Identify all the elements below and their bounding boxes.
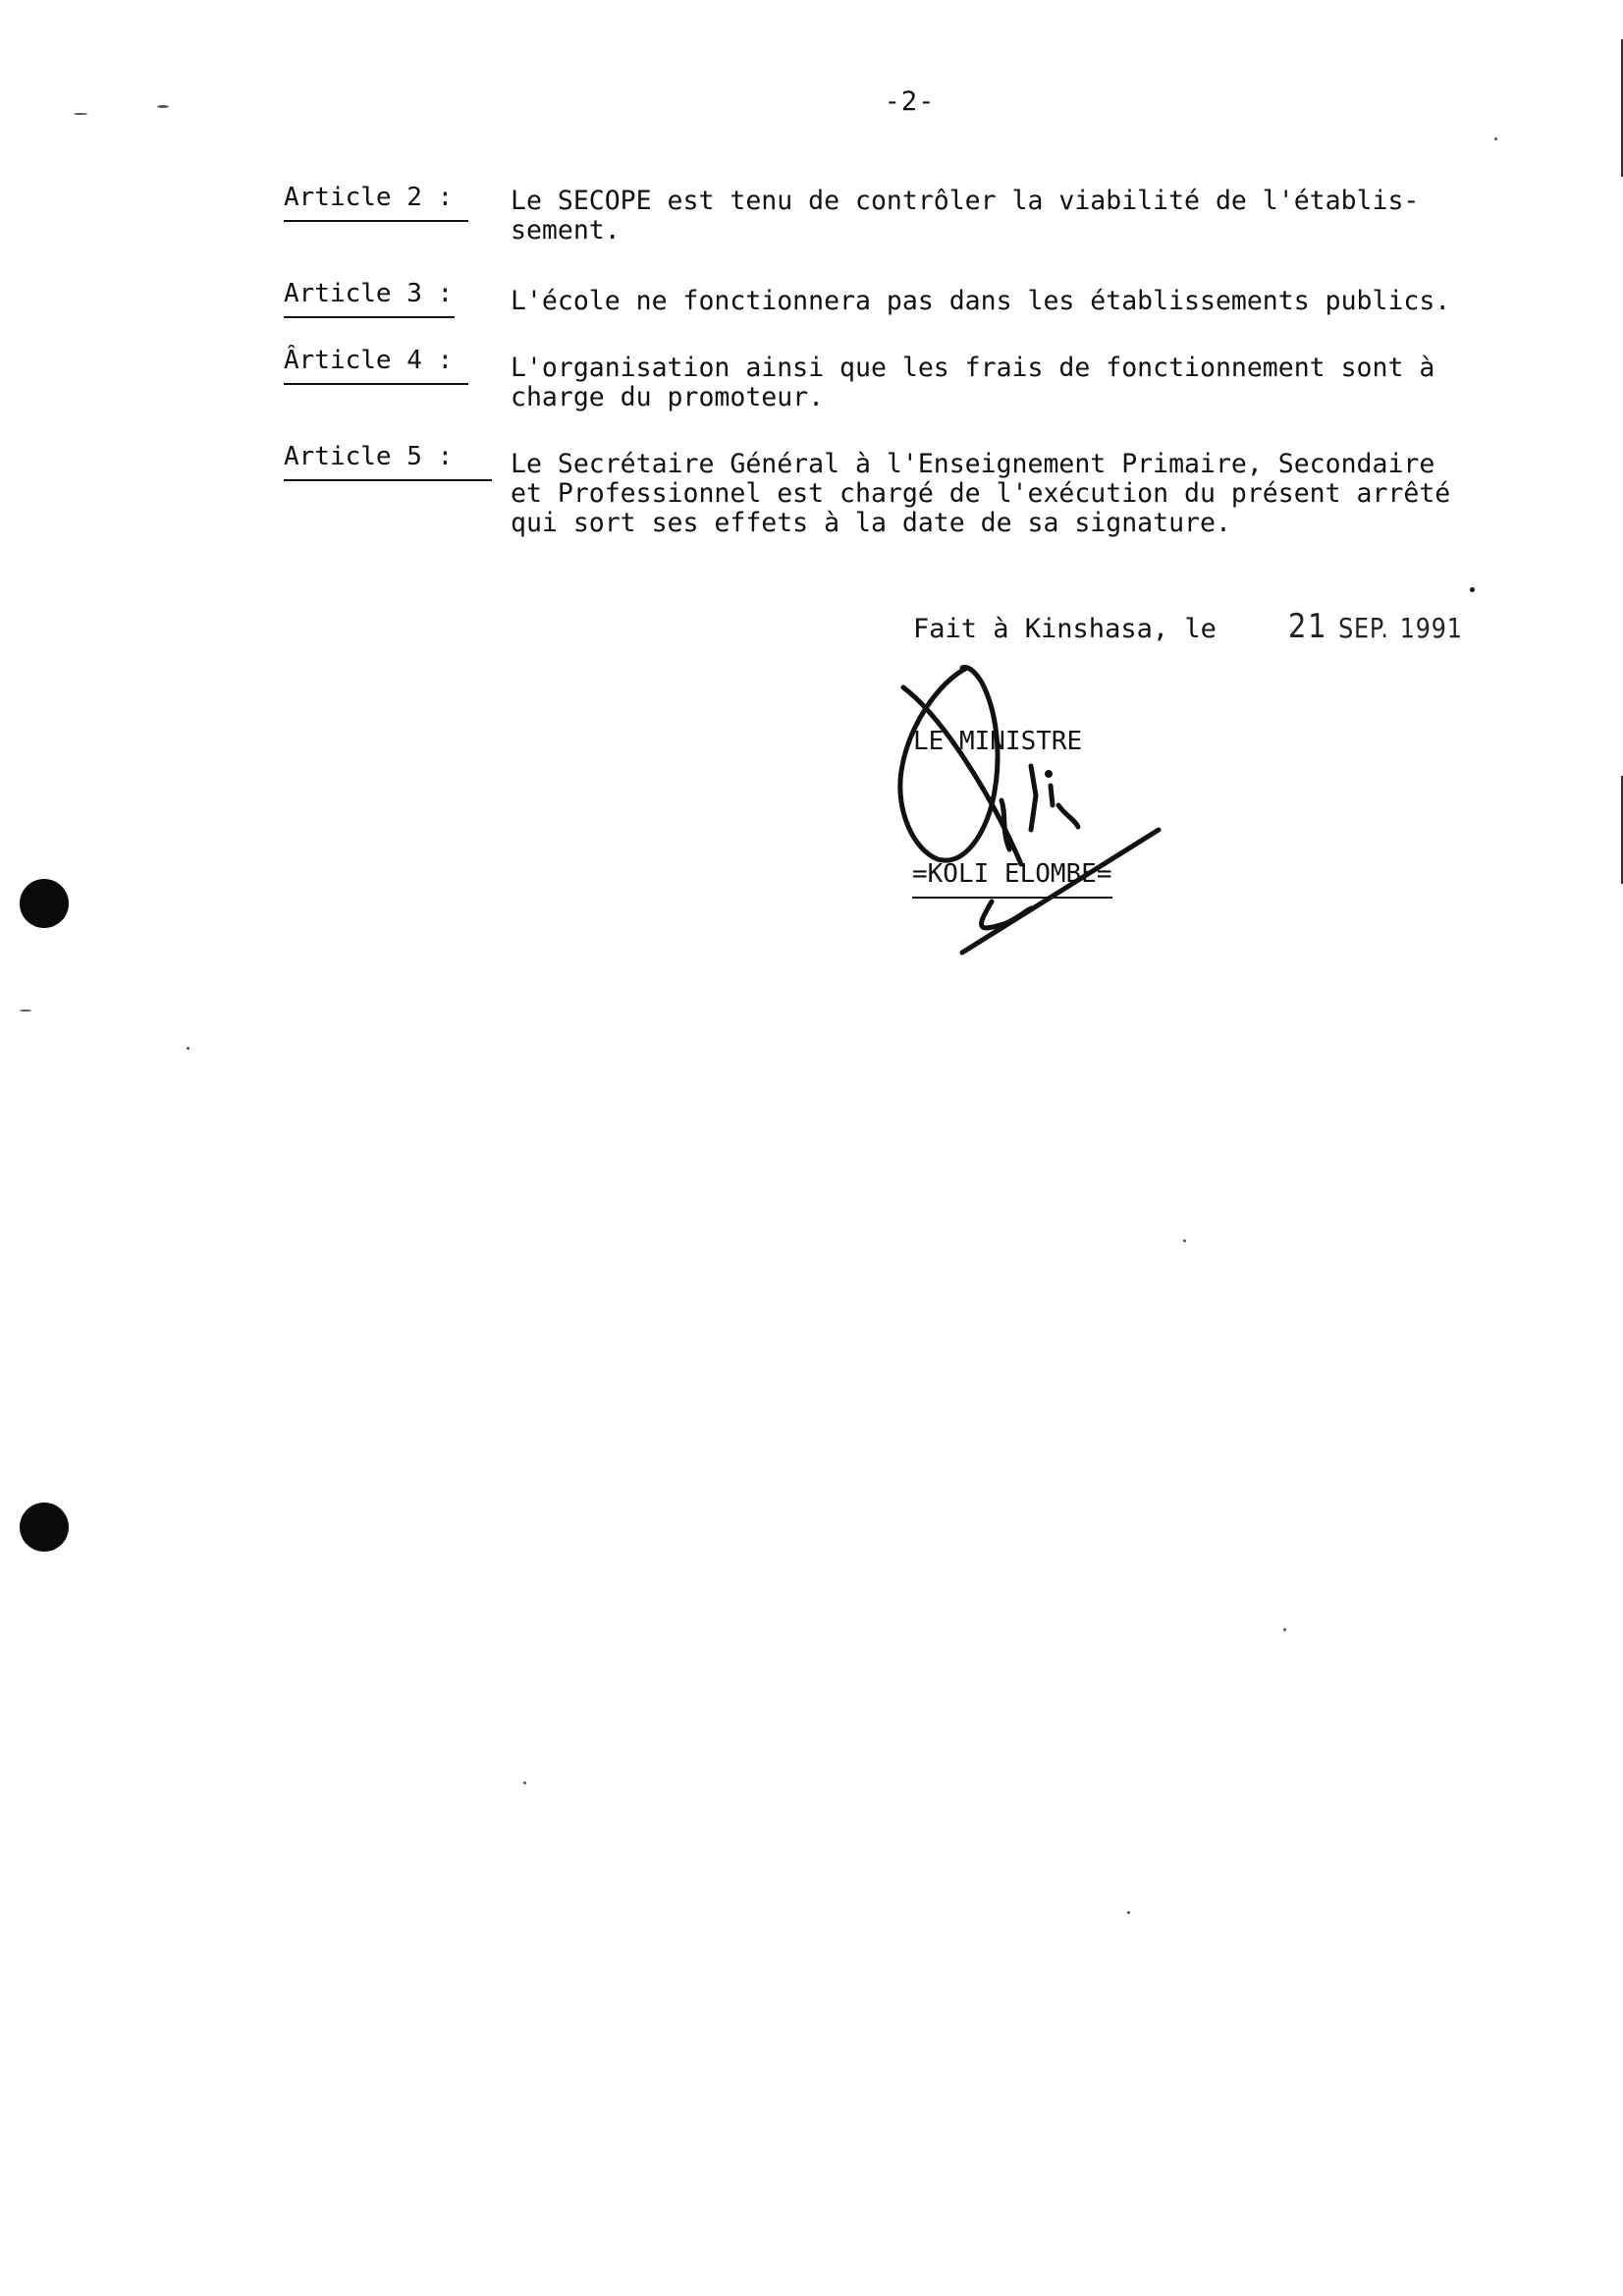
article-text: Le Secrétaire Général à l'Enseignement Primaire, Secondaire et Professionnel est chargé de l'exécution du présent arrêté qui sort ses effets à la date de sa signature. <box>511 449 1451 538</box>
date-stamp <box>1288 607 1463 646</box>
article-3 <box>284 279 1491 318</box>
article-label <box>284 346 510 385</box>
place-date-prefix: Fait à Kinshasa, le <box>913 614 1217 644</box>
article-2 <box>284 183 1491 246</box>
date-month: SEP. <box>1338 612 1389 644</box>
punch-hole <box>20 879 69 928</box>
article-label-text: Ârticle 4 : <box>284 346 468 385</box>
article-5 <box>284 442 1491 538</box>
article-label-text: Article 2 : <box>284 183 468 222</box>
article-text: L'organisation ainsi que les frais de fonctionnement sont à charge du promoteur. <box>511 353 1435 412</box>
article-label-text: Article 3 : <box>284 279 455 318</box>
article-label <box>284 279 510 318</box>
article-label <box>284 442 510 481</box>
article-4 <box>284 346 1491 412</box>
scan-speck <box>1494 137 1497 140</box>
article-label-text: Article 5 : <box>284 442 492 481</box>
scan-speck <box>523 1781 526 1784</box>
signatory-name: =KOLI ELOMBE= <box>912 859 1112 899</box>
article-text: Le SECOPE est tenu de contrôler la viabilité de l'établis- sement. <box>511 186 1420 246</box>
signatory-title: LE MINISTRE <box>913 727 1083 756</box>
date-day: 21 <box>1288 607 1328 646</box>
date-year: 1991 <box>1399 612 1463 644</box>
article-label <box>284 183 510 222</box>
scan-speck <box>1127 1911 1130 1914</box>
scan-speck <box>1283 1628 1286 1631</box>
scan-speck <box>20 1010 31 1011</box>
scan-speck <box>1183 1239 1186 1242</box>
scan-speck <box>1470 587 1475 592</box>
article-text: L'école ne fonctionnera pas dans les établissements publics. <box>511 286 1451 316</box>
punch-hole <box>20 1503 69 1552</box>
handwritten-signature <box>884 658 1198 972</box>
page-number: -2- <box>884 86 936 117</box>
scan-speck <box>187 1047 189 1050</box>
